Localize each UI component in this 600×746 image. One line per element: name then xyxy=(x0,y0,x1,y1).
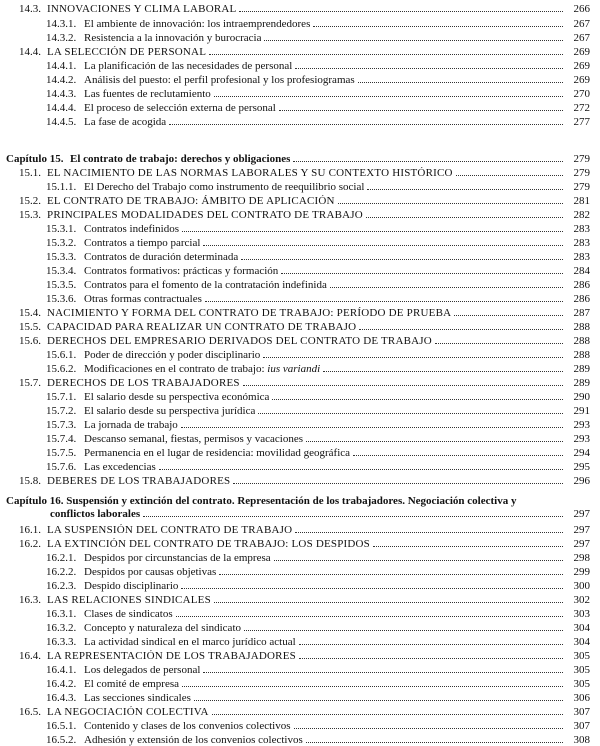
dot-leader xyxy=(205,300,563,302)
dot-leader xyxy=(454,314,563,316)
toc-page-number: 286 xyxy=(573,293,590,305)
toc-entry-sub xyxy=(0,691,600,704)
toc-title: Despidos por circunstancias de la empresa xyxy=(84,552,271,564)
toc-number: 14.4.4. xyxy=(46,102,77,114)
toc-page-number: 307 xyxy=(573,720,590,732)
toc-page-number: 305 xyxy=(573,678,590,690)
toc-page-number: 304 xyxy=(573,622,590,634)
toc-number: 15.8. xyxy=(19,475,41,487)
dot-leader xyxy=(241,258,563,260)
toc-page-number: 267 xyxy=(573,32,590,44)
toc-entry-chapter xyxy=(0,152,600,165)
dot-leader xyxy=(203,244,563,246)
toc-entry-section xyxy=(0,320,600,333)
toc-entry-sub xyxy=(0,677,600,690)
dot-leader xyxy=(233,482,563,484)
dot-leader xyxy=(306,741,563,743)
toc-entry-section xyxy=(0,649,600,662)
toc-page-number: 289 xyxy=(573,363,590,375)
toc-number: 15.3.4. xyxy=(46,265,77,277)
toc-entry-sub xyxy=(0,180,600,193)
toc-number: 16.2. xyxy=(19,538,41,550)
toc-number: 14.3. xyxy=(19,3,41,15)
toc-page-number: 305 xyxy=(573,664,590,676)
toc-page-number: 302 xyxy=(573,594,590,606)
toc-entry-section xyxy=(0,208,600,221)
dot-leader xyxy=(212,713,563,715)
toc-page-number: 299 xyxy=(573,566,590,578)
toc-page-number: 288 xyxy=(573,349,590,361)
toc-number: 15.4. xyxy=(19,307,41,319)
toc-entry-sub xyxy=(0,446,600,459)
toc-entry-section xyxy=(0,2,600,15)
toc-entry-section xyxy=(0,166,600,179)
toc-title: Las secciones sindicales xyxy=(84,692,191,704)
dot-leader xyxy=(263,356,563,358)
toc-title: Permanencia en el lugar de residencia: movilidad geográfica xyxy=(84,447,351,459)
toc-number: 15.3. xyxy=(19,209,41,221)
toc-number: 15.5. xyxy=(19,321,41,333)
dot-leader xyxy=(294,727,563,729)
toc-number: 16.3.3. xyxy=(46,636,77,648)
toc-title: Contratos para el fomento de la contratación indefinida xyxy=(84,279,327,291)
toc-entry-sub xyxy=(0,17,600,30)
toc-page-number: 269 xyxy=(573,60,590,72)
dot-leader xyxy=(143,515,563,517)
toc-number: 15.6.2. xyxy=(46,363,77,375)
toc-entry-sub xyxy=(0,565,600,578)
toc-entry-sub xyxy=(0,278,600,291)
toc-page-number: 279 xyxy=(573,153,590,165)
toc-title: Descanso semanal, fiestas, permisos y vacaciones xyxy=(84,433,304,445)
toc-number: 16.1. xyxy=(19,524,41,536)
dot-leader xyxy=(299,657,563,659)
toc-entry-sub xyxy=(0,222,600,235)
dot-leader xyxy=(295,67,563,69)
toc-page-number: 307 xyxy=(573,706,590,718)
toc-page-number: 291 xyxy=(573,405,590,417)
toc-page-number: 297 xyxy=(573,538,590,550)
toc-number: 14.4.1. xyxy=(46,60,77,72)
toc-number: 16.3.1. xyxy=(46,608,77,620)
toc-page-number: 295 xyxy=(573,461,590,473)
toc-page-number: 283 xyxy=(573,223,590,235)
toc-page-number: 279 xyxy=(573,167,590,179)
toc-title: PRINCIPALES MODALIDADES DEL CONTRATO DE TRABAJO xyxy=(47,209,363,221)
toc-page-number: 296 xyxy=(573,475,590,487)
toc-page-number: 303 xyxy=(573,608,590,620)
dot-leader xyxy=(243,384,563,386)
toc-title: La planificación de las necesidades de personal xyxy=(84,60,293,72)
toc-entry-sub xyxy=(0,460,600,473)
toc-title: CAPACIDAD PARA REALIZAR UN CONTRATO DE TRABAJO xyxy=(47,321,357,333)
dot-leader xyxy=(159,468,563,470)
toc-number: 14.3.1. xyxy=(46,18,77,30)
toc-title: El ambiente de innovación: los intraemprendedores xyxy=(84,18,311,30)
dot-leader xyxy=(244,629,563,631)
toc-title: LA EXTINCIÓN DEL CONTRATO DE TRABAJO: LOS DESPIDOS xyxy=(47,538,371,550)
toc-number: 16.2.1. xyxy=(46,552,77,564)
toc-number: 14.3.2. xyxy=(46,32,77,44)
toc-number: 14.4. xyxy=(19,46,41,58)
toc-title: Poder de dirección y poder disciplinario xyxy=(84,349,261,361)
toc-page-number: 267 xyxy=(573,18,590,30)
dot-leader xyxy=(272,398,563,400)
toc-number: 16.4.2. xyxy=(46,678,77,690)
dot-leader xyxy=(299,643,563,645)
toc-title: DERECHOS DE LOS TRABAJADORES xyxy=(47,377,240,389)
toc-entry-sub xyxy=(0,635,600,648)
toc-number: 16.5.2. xyxy=(46,734,77,746)
dot-leader xyxy=(359,328,563,330)
toc-title: La jornada de trabajo xyxy=(84,419,178,431)
toc-page-number: 272 xyxy=(573,102,590,114)
toc-number: 16.4. xyxy=(19,650,41,662)
dot-leader xyxy=(181,426,563,428)
toc-title: La actividad sindical en el marco jurídico actual xyxy=(84,636,296,648)
toc-title: LA REPRESENTACIÓN DE LOS TRABAJADORES xyxy=(47,650,296,662)
toc-title: El contrato de trabajo: derechos y obligaciones xyxy=(70,153,291,165)
toc-number: 16.4.1. xyxy=(46,664,77,676)
toc-title: LA NEGOCIACIÓN COLECTIVA xyxy=(47,706,209,718)
dot-leader xyxy=(373,545,563,547)
toc-entry-sub xyxy=(0,621,600,634)
dot-leader xyxy=(281,272,563,274)
dot-leader xyxy=(274,559,563,561)
toc-number: 15.3.2. xyxy=(46,237,77,249)
toc-page-number: 306 xyxy=(573,692,590,704)
dot-leader xyxy=(182,230,563,232)
toc-number: 15.7.2. xyxy=(46,405,77,417)
chapter-title-line2: conflictos laborales xyxy=(50,508,141,520)
toc-title: Otras formas contractuales xyxy=(84,293,202,305)
toc-page-number: 283 xyxy=(573,251,590,263)
toc-number: 15.7.1. xyxy=(46,391,77,403)
dot-leader xyxy=(367,188,563,190)
toc-number: 15.3.6. xyxy=(46,293,77,305)
toc-page-number: 286 xyxy=(573,279,590,291)
toc-title: La fase de acogida xyxy=(84,116,167,128)
toc-title: El Derecho del Trabajo como instrumento de reequilibrio social xyxy=(84,181,365,193)
dot-leader xyxy=(239,10,563,12)
toc-page-number: 300 xyxy=(573,580,590,592)
dot-leader xyxy=(209,53,563,55)
toc-entry-sub xyxy=(0,607,600,620)
toc-title: NACIMIENTO Y FORMA DEL CONTRATO DE TRABAJO: PERÍODO DE PRUEBA xyxy=(47,307,452,319)
toc-page-number: 266 xyxy=(573,3,590,15)
toc-page-number: 282 xyxy=(573,209,590,221)
toc-page-number: 293 xyxy=(573,433,590,445)
toc-page-number: 294 xyxy=(573,447,590,459)
toc-title: Las excedencias xyxy=(84,461,156,473)
toc-title: EL NACIMIENTO DE LAS NORMAS LABORALES Y SU CONTEXTO HISTÓRICO xyxy=(47,167,453,179)
toc-title: El proceso de selección externa de personal xyxy=(84,102,276,114)
toc-entry-section xyxy=(0,474,600,487)
dot-leader xyxy=(293,160,563,162)
toc-number: 15.7.5. xyxy=(46,447,77,459)
toc-entry-sub xyxy=(0,719,600,732)
toc-entry-sub xyxy=(0,73,600,86)
toc-entry-sub xyxy=(0,733,600,746)
dot-leader xyxy=(338,202,563,204)
toc-entry-section xyxy=(0,334,600,347)
dot-leader xyxy=(306,440,563,442)
toc-entry-sub xyxy=(0,362,600,375)
toc-title: INNOVACIONES Y CLIMA LABORAL xyxy=(47,3,237,15)
dot-leader xyxy=(358,81,563,83)
dot-leader xyxy=(169,123,563,125)
toc-page-number: 305 xyxy=(573,650,590,662)
dot-leader xyxy=(279,109,563,111)
toc-page-number: 297 xyxy=(573,524,590,536)
toc-page-number: 284 xyxy=(573,265,590,277)
toc-title: Contenido y clases de los convenios colectivos xyxy=(84,720,291,732)
toc-number: 15.7.4. xyxy=(46,433,77,445)
toc-entry-sub xyxy=(0,236,600,249)
toc-title: Modificaciones en el contrato de trabajo: ius variandi xyxy=(84,363,321,375)
toc-number: Capítulo 15. xyxy=(6,153,64,165)
toc-entry-sub xyxy=(0,87,600,100)
toc-page-number: 281 xyxy=(573,195,590,207)
toc-page-number: 277 xyxy=(573,116,590,128)
toc-entry-sub xyxy=(0,115,600,128)
toc-number: 15.7.6. xyxy=(46,461,77,473)
toc-entry-section xyxy=(0,705,600,718)
toc-title: Contratos a tiempo parcial xyxy=(84,237,201,249)
dot-leader xyxy=(258,412,563,414)
toc-number: 16.4.3. xyxy=(46,692,77,704)
toc-number: 15.3.3. xyxy=(46,251,77,263)
toc-number: 16.5. xyxy=(19,706,41,718)
toc-title: DEBERES DE LOS TRABAJADORES xyxy=(47,475,231,487)
toc-entry-section xyxy=(0,523,600,536)
dot-leader xyxy=(264,39,563,41)
dot-leader xyxy=(313,25,563,27)
toc-entry-section xyxy=(0,306,600,319)
toc-entry-sub xyxy=(0,31,600,44)
toc-number: 15.6.1. xyxy=(46,349,77,361)
toc-entry-sub xyxy=(0,390,600,403)
toc-page-number: 289 xyxy=(573,377,590,389)
dot-leader xyxy=(181,587,563,589)
toc-entry-section xyxy=(0,194,600,207)
toc-number: 15.1.1. xyxy=(46,181,77,193)
toc-number: 15.3.5. xyxy=(46,279,77,291)
toc-title: LA SELECCIÓN DE PERSONAL xyxy=(47,46,207,58)
toc-number: 15.7. xyxy=(19,377,41,389)
toc-title: Adhesión y extensión de los convenios colectivos xyxy=(84,734,303,746)
toc-title: Análisis del puesto: el perfil profesional y los profesiogramas xyxy=(84,74,355,86)
toc-title: Contratos indefinidos xyxy=(84,223,180,235)
toc-title: Los delegados de personal xyxy=(84,664,201,676)
dot-leader xyxy=(214,601,563,603)
toc-page-number: 288 xyxy=(573,321,590,333)
toc-title: Contratos de duración determinada xyxy=(84,251,239,263)
dot-leader xyxy=(353,454,563,456)
toc-title: EL CONTRATO DE TRABAJO: ÁMBITO DE APLICACIÓN xyxy=(47,195,335,207)
toc-number: 16.5.1. xyxy=(46,720,77,732)
toc-page-number: 297 xyxy=(573,508,590,520)
toc-title: Despido disciplinario xyxy=(84,580,179,592)
toc-title: El salario desde su perspectiva económica xyxy=(84,391,270,403)
chapter-title-line1: Capítulo 16. Suspensión y extinción del contrato. Representación de los trabajadores. Negociación colectiva y xyxy=(6,495,517,507)
toc-number: 14.4.2. xyxy=(46,74,77,86)
toc-entry-sub xyxy=(0,250,600,263)
toc-entry-sub xyxy=(0,101,600,114)
toc-number: 16.3. xyxy=(19,594,41,606)
toc-page-number: 269 xyxy=(573,74,590,86)
toc-entry-sub xyxy=(0,418,600,431)
toc-title: LA SUSPENSIÓN DEL CONTRATO DE TRABAJO xyxy=(47,524,293,536)
toc-entry-section xyxy=(0,45,600,58)
toc-number: 16.2.2. xyxy=(46,566,77,578)
toc-page-number: 304 xyxy=(573,636,590,648)
dot-leader xyxy=(366,216,563,218)
toc-entry-sub xyxy=(0,432,600,445)
toc-number: 14.4.5. xyxy=(46,116,77,128)
toc-page-number: 269 xyxy=(573,46,590,58)
toc-entry-section xyxy=(0,593,600,606)
toc-entry-sub xyxy=(0,663,600,676)
toc-page-number: 308 xyxy=(573,734,590,746)
dot-leader xyxy=(295,531,563,533)
toc-entry-sub xyxy=(0,551,600,564)
toc-title: Clases de sindicatos xyxy=(84,608,173,620)
toc-page-number: 288 xyxy=(573,335,590,347)
toc-page-number: 270 xyxy=(573,88,590,100)
toc-page-number: 283 xyxy=(573,237,590,249)
toc-title: El comité de empresa xyxy=(84,678,179,690)
dot-leader xyxy=(330,286,563,288)
toc-page-number: 287 xyxy=(573,307,590,319)
toc-entry-section xyxy=(0,376,600,389)
toc-title: El salario desde su perspectiva jurídica xyxy=(84,405,256,417)
toc-number: 15.3.1. xyxy=(46,223,77,235)
toc-title: Despidos por causas objetivas xyxy=(84,566,217,578)
dot-leader xyxy=(182,685,563,687)
toc-title: Concepto y naturaleza del sindicato xyxy=(84,622,241,634)
toc-title: Contratos formativos: prácticas y formación xyxy=(84,265,279,277)
dot-leader xyxy=(456,174,563,176)
toc-entry-section xyxy=(0,537,600,550)
toc-chapter-16-heading xyxy=(6,495,590,520)
toc-entry-sub xyxy=(0,348,600,361)
toc-entry-sub xyxy=(0,292,600,305)
toc-title: Las fuentes de reclutamiento xyxy=(84,88,211,100)
toc-number: 16.2.3. xyxy=(46,580,77,592)
toc-number: 15.6. xyxy=(19,335,41,347)
toc-page-number: 293 xyxy=(573,419,590,431)
dot-leader xyxy=(435,342,563,344)
toc-title: DERECHOS DEL EMPRESARIO DERIVADOS DEL CONTRATO DE TRABAJO xyxy=(47,335,432,347)
toc-entry-sub xyxy=(0,404,600,417)
toc-number: 15.2. xyxy=(19,195,41,207)
toc-number: 15.1. xyxy=(19,167,41,179)
toc-number: 14.4.3. xyxy=(46,88,77,100)
toc-number: 15.7.3. xyxy=(46,419,77,431)
dot-leader xyxy=(194,699,563,701)
toc-number: 16.3.2. xyxy=(46,622,77,634)
toc-page-number: 279 xyxy=(573,181,590,193)
dot-leader xyxy=(323,370,563,372)
dot-leader xyxy=(219,573,563,575)
toc-entry-sub xyxy=(0,264,600,277)
dot-leader xyxy=(214,95,563,97)
dot-leader xyxy=(176,615,563,617)
toc-page-number: 290 xyxy=(573,391,590,403)
dot-leader xyxy=(203,671,563,673)
toc-title: Resistencia a la innovación y burocracia xyxy=(84,32,262,44)
toc-title: LAS RELACIONES SINDICALES xyxy=(47,594,211,606)
toc-page-number: 298 xyxy=(573,552,590,564)
toc-entry-sub xyxy=(0,579,600,592)
toc-entry-sub xyxy=(0,59,600,72)
